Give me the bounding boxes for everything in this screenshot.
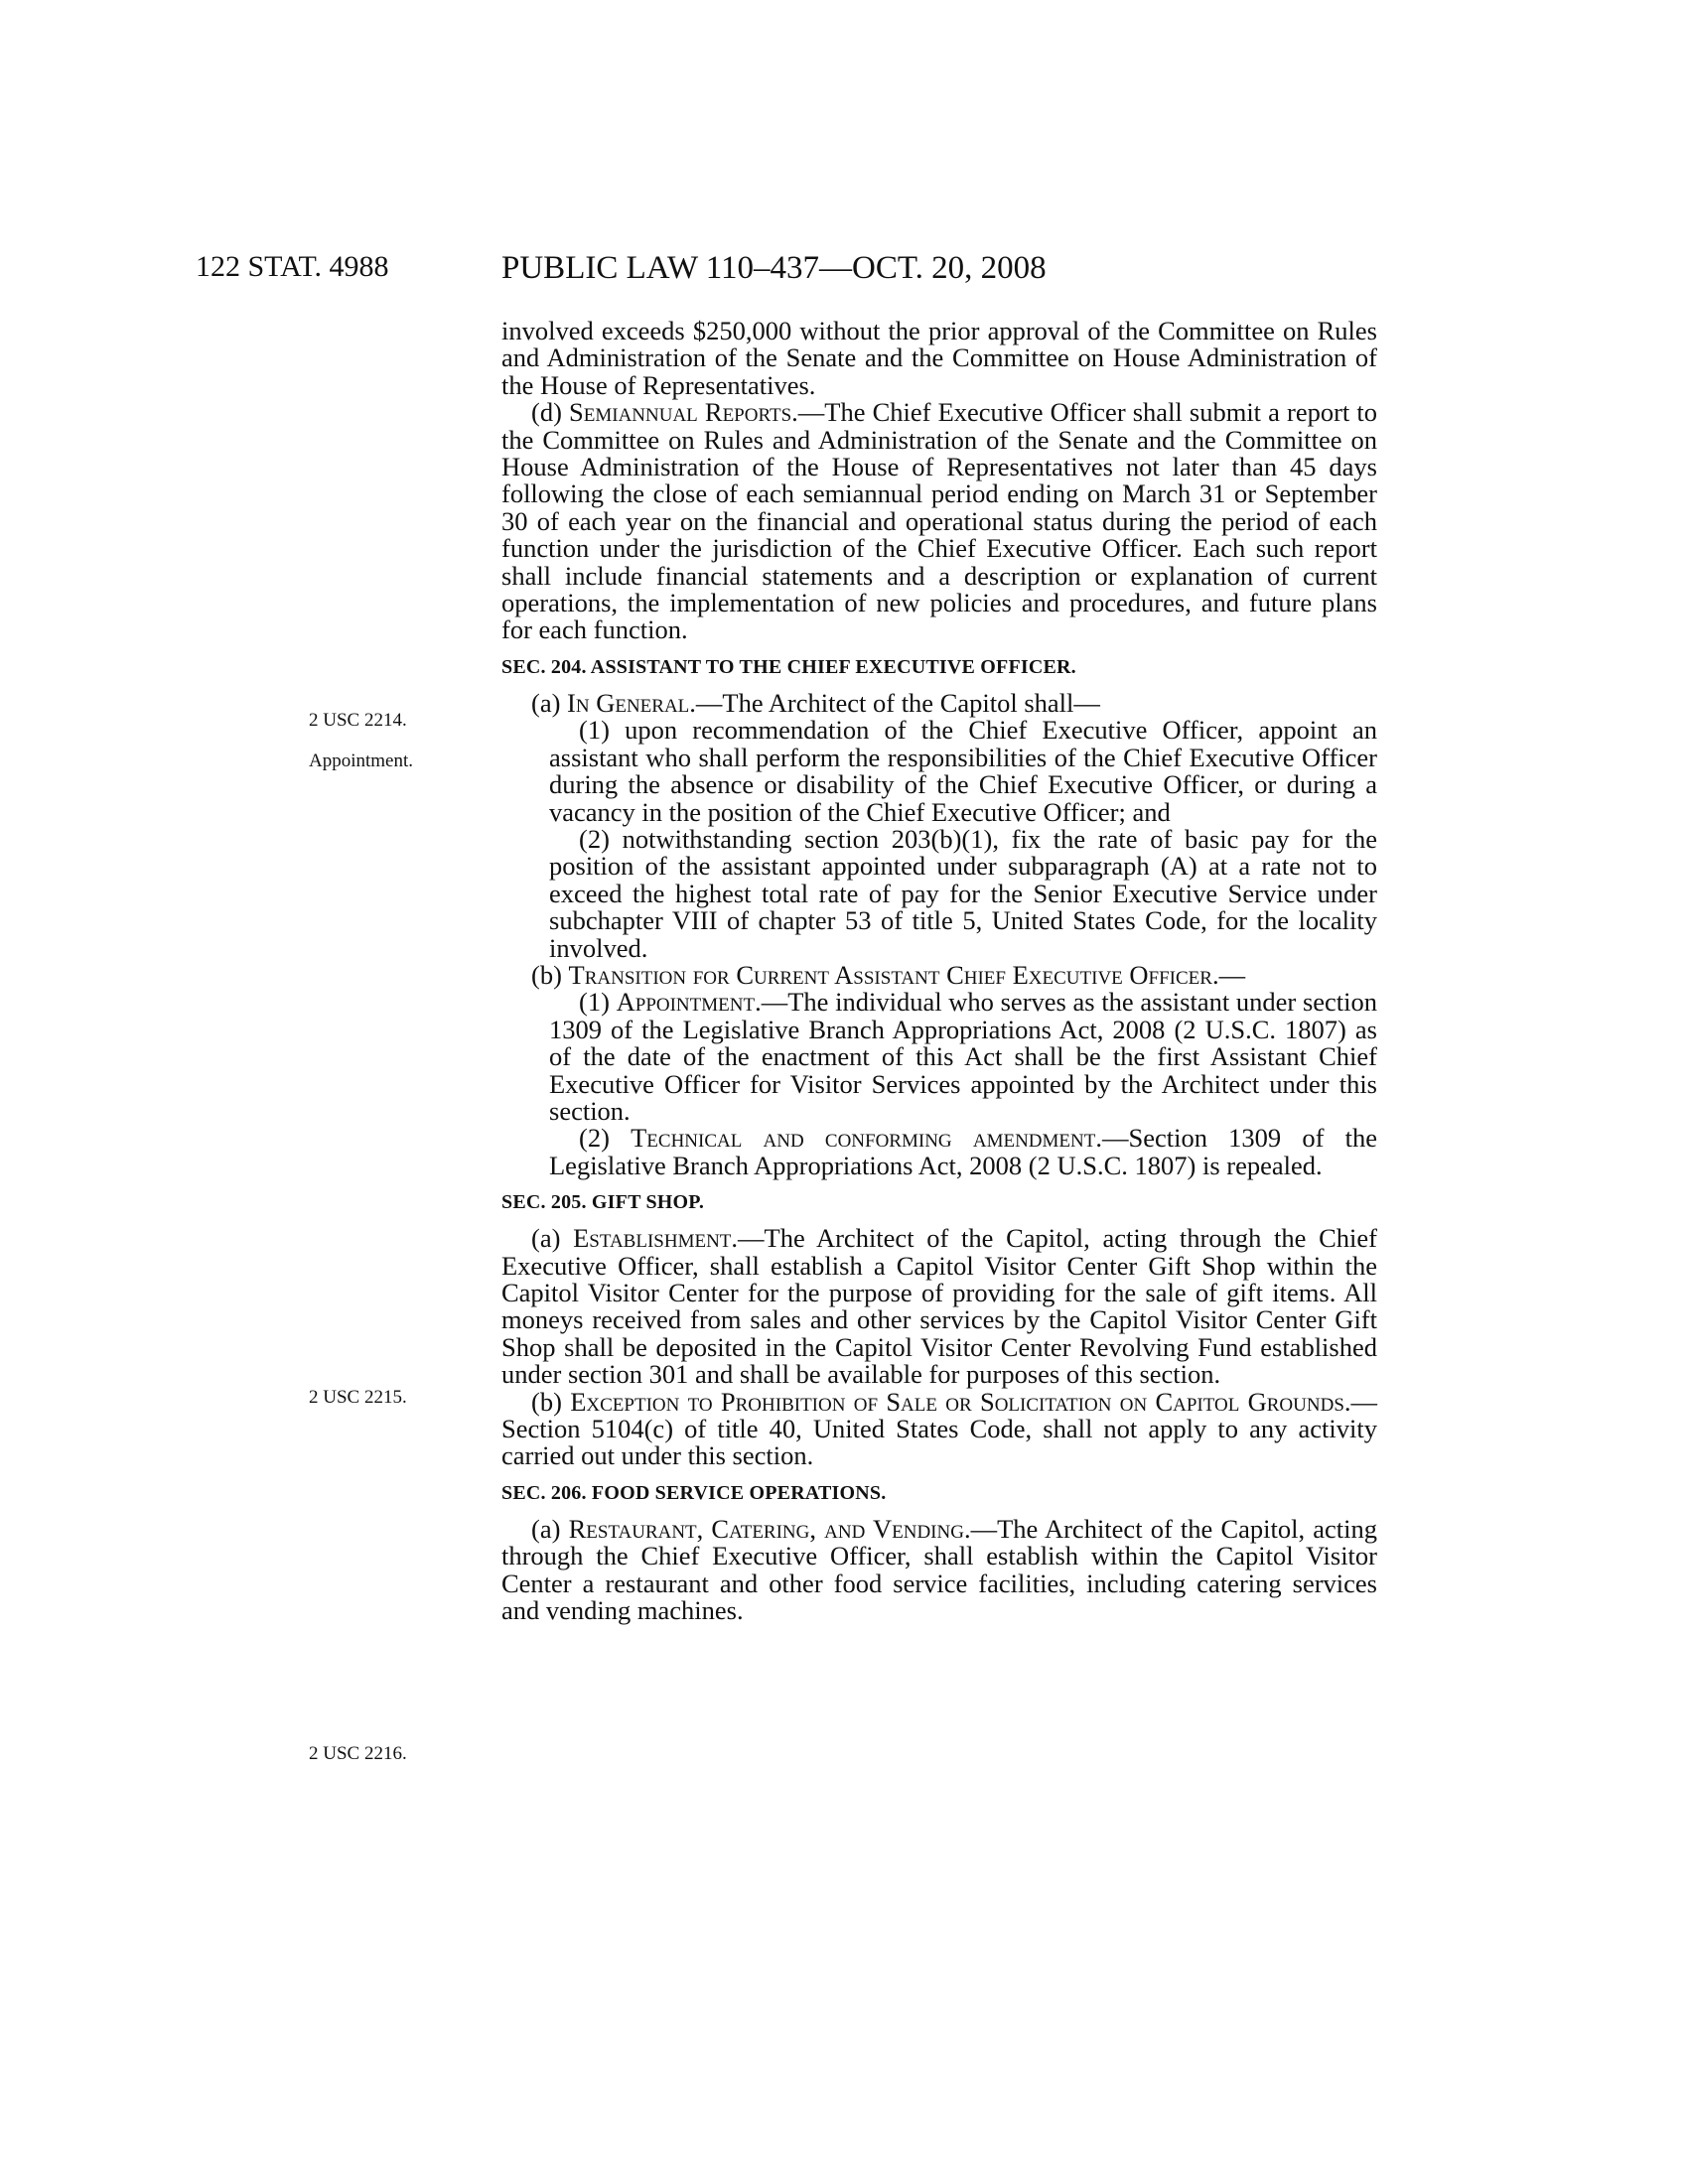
margin-note-appointment: Appointment. bbox=[309, 751, 414, 771]
statute-body bbox=[501, 318, 1377, 1624]
page-header bbox=[0, 250, 1688, 290]
paragraph-heading: Technical and conforming amendment bbox=[631, 1123, 1096, 1154]
subsection-heading: Exception to Prohibition of Sale or Solicitation on Capitol Grounds bbox=[570, 1386, 1344, 1417]
section-204-subsection-a: (a) In General.—The Architect of the Capitol shall— bbox=[531, 687, 1100, 718]
subsection-heading: In General bbox=[567, 687, 690, 718]
subsection-d-semiannual-reports: (d) Semiannual Reports.—The Chief Executive Officer shall submit a report to the Committee on Rules and Administration of the Senate and the Committee on House Administration of the House of Representatives not later than 45 days following the close of each semiannual period ending on March 31 or September 30 of each year on the financial and operational status during the period of each function under the jurisdiction of the Chief Executive Officer. Each such report shall include financial statements and a description or explanation of current operations, the implementation of new policies and procedures, and future plans for each function. bbox=[501, 397, 1377, 645]
subsection-heading: Establishment bbox=[573, 1223, 732, 1254]
section-204-subsection-b: (b) Transition for Current Assistant Chief Executive Officer.— bbox=[531, 959, 1246, 990]
section-206-heading: SEC. 206. FOOD SERVICE OPERATIONS. bbox=[501, 1481, 887, 1504]
section-204-paragraph-b1: (1) Appointment.—The individual who serves as the assistant under section 1309 of the Legislative Branch Appropriations Act, 2008 (2 U.S.C. 1807) as of the date of the enactment of this Act shall be the first Assistant Chief Executive Officer for Visitor Services appointed by the Architect under this section. bbox=[549, 987, 1378, 1126]
section-204-heading: SEC. 204. ASSISTANT TO THE CHIEF EXECUTIVE OFFICER. bbox=[501, 655, 1076, 678]
margin-note-usc-2215: 2 USC 2215. bbox=[309, 1387, 407, 1408]
section-204-paragraph-a1: (1) upon recommendation of the Chief Executive Officer, appoint an assistant who shall perform the responsibilities of the Chief Executive Officer during the absence or disability of the Chief Executive Officer, or during a vacancy in the position of the Chief Executive Officer; and bbox=[549, 715, 1377, 827]
section-205-subsection-b: (b) Exception to Prohibition of Sale or Solicitation on Capitol Grounds.—Section 5104(c) of title 40, United States Code, shall not apply to any activity carried out under this section. bbox=[501, 1386, 1378, 1471]
subsection-heading: Restaurant, Catering, and Vending bbox=[568, 1513, 964, 1544]
section-206-subsection-a: (a) Restaurant, Catering, and Vending.—The Architect of the Capitol, acting through the Chief Executive Officer, shall establish within the Capitol Visitor Center a restaurant and other food service facilities, including catering services and vending machines. bbox=[501, 1513, 1377, 1626]
section-204-paragraph-a2: (2) notwithstanding section 203(b)(1), fix the rate of basic pay for the position of the assistant appointed under subparagraph (A) at a rate not to exceed the highest total rate of pay for the Senior Executive Service under subchapter VIII of chapter 53 of title 5, United States Code, for the locality involved. bbox=[549, 823, 1377, 963]
margin-note-usc-2214: 2 USC 2214. bbox=[309, 710, 407, 731]
paragraph-heading: Appointment bbox=[616, 987, 756, 1018]
statute-page-reference: 122 STAT. 4988 bbox=[196, 250, 389, 283]
continuation-paragraph: involved exceeds $250,000 without the prior approval of the Committee on Rules and Administration of the Senate and the Committee on House Administration of the House of Representatives. bbox=[501, 316, 1377, 400]
section-205-heading: SEC. 205. GIFT SHOP. bbox=[501, 1191, 705, 1214]
section-205-subsection-a: (a) Establishment.—The Architect of the Capitol, acting through the Chief Executive Officer, shall establish a Capitol Visitor Center Gift Shop within the Capitol Visitor Center for the purpose of providing for the sale of gift items. All moneys received from sales and other services by the Capitol Visitor Center Gift Shop shall be deposited in the Capitol Visitor Center Revolving Fund established under section 301 and shall be available for purposes of this section. bbox=[501, 1223, 1377, 1390]
margin-note-usc-2216: 2 USC 2216. bbox=[309, 1743, 407, 1764]
section-204-paragraph-b2: (2) Technical and conforming amendment.—Section 1309 of the Legislative Branch Appropriations Act, 2008 (2 U.S.C. 1807) is repealed. bbox=[549, 1123, 1378, 1180]
subsection-heading: Semiannual Reports bbox=[569, 397, 792, 428]
public-law-title: PUBLIC LAW 110–437—OCT. 20, 2008 bbox=[501, 250, 1047, 286]
subsection-heading: Transition for Current Assistant Chief Executive Officer bbox=[568, 959, 1212, 990]
